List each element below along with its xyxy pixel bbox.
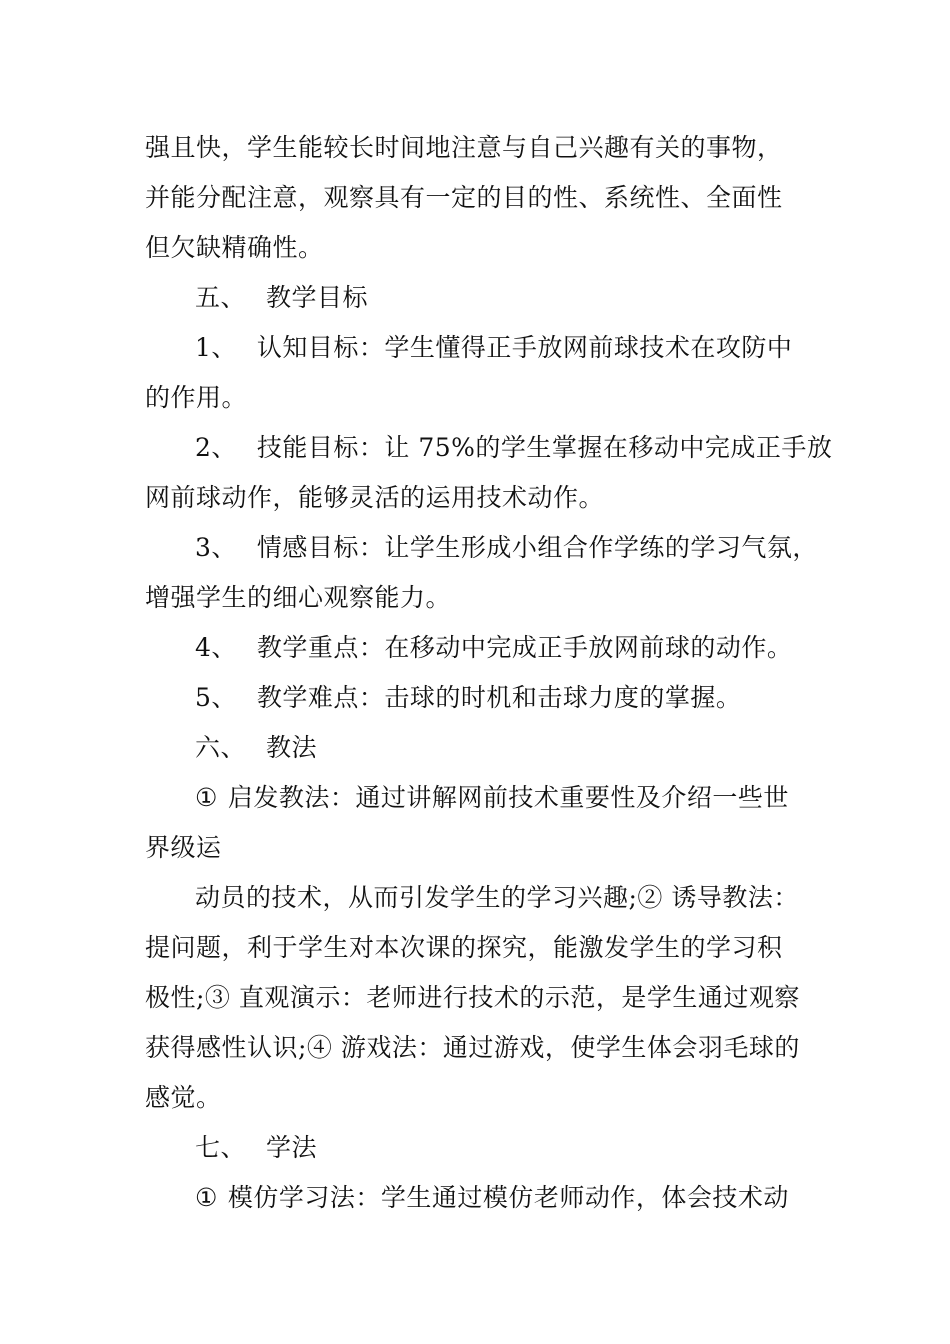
item-number: 1、 bbox=[195, 333, 237, 362]
item-text: 启发教法：通过讲解网前技术重要性及介绍一些世 bbox=[227, 783, 789, 812]
list-item-5 bbox=[195, 678, 875, 718]
list-item-1 bbox=[195, 328, 875, 368]
list-item-4 bbox=[195, 628, 875, 668]
item-text: 技能目标：让 75%的学生掌握在移动中完成正手放 bbox=[256, 433, 833, 462]
paragraph-line bbox=[145, 228, 825, 268]
line-text: 强且快，学生能较长时间地注意与自己兴趣有关的事物， bbox=[145, 133, 783, 162]
section-number: 六、 bbox=[195, 733, 247, 762]
line-text: 获得感性认识;④ 游戏法：通过游戏，使学生体会羽毛球的 bbox=[145, 1033, 800, 1062]
item-text: 教学重点：在移动中完成正手放网前球的动作。 bbox=[256, 633, 793, 662]
section-title: 教法 bbox=[266, 733, 318, 762]
item-text: 情感目标：让学生形成小组合作学练的学习气氛， bbox=[256, 533, 818, 562]
item-number: 5、 bbox=[195, 683, 237, 712]
section-heading-6 bbox=[195, 728, 875, 768]
line-text: 增强学生的细心观察能力。 bbox=[145, 583, 452, 612]
circled-number: ① bbox=[195, 783, 218, 812]
item-text: 教学难点：击球的时机和击球力度的掌握。 bbox=[256, 683, 742, 712]
paragraph-line bbox=[145, 578, 825, 618]
paragraph-line bbox=[145, 378, 825, 418]
section-title: 学法 bbox=[266, 1133, 318, 1162]
line-text: 动员的技术，从而引发学生的学习兴趣;② 诱导教法： bbox=[195, 883, 799, 912]
item-number: 2、 bbox=[195, 433, 237, 462]
line-text: 网前球动作，能够灵活的运用技术动作。 bbox=[145, 483, 605, 512]
paragraph-line bbox=[195, 878, 875, 918]
line-text: 并能分配注意，观察具有一定的目的性、系统性、全面性 bbox=[145, 183, 783, 212]
section-number: 五、 bbox=[195, 283, 247, 312]
paragraph-line bbox=[145, 928, 825, 968]
paragraph-line bbox=[145, 128, 825, 168]
line-text: 界级运 bbox=[145, 833, 222, 862]
paragraph-line bbox=[145, 478, 825, 518]
item-text: 模仿学习法：学生通过模仿老师动作，体会技术动 bbox=[227, 1183, 789, 1212]
method-item-1 bbox=[195, 778, 875, 818]
line-text: 感觉。 bbox=[145, 1083, 222, 1112]
section-number: 七、 bbox=[195, 1133, 247, 1162]
paragraph-line bbox=[145, 1028, 825, 1068]
line-text: 但欠缺精确性。 bbox=[145, 233, 324, 262]
item-number: 3、 bbox=[195, 533, 237, 562]
section-title: 教学目标 bbox=[266, 283, 369, 312]
list-item-3 bbox=[195, 528, 875, 568]
item-number: 4、 bbox=[195, 633, 237, 662]
circled-number: ① bbox=[195, 1183, 218, 1212]
section-heading-7 bbox=[195, 1128, 875, 1168]
item-text: 认知目标：学生懂得正手放网前球技术在攻防中 bbox=[256, 333, 793, 362]
study-method-item-1 bbox=[195, 1178, 875, 1218]
list-item-2 bbox=[195, 428, 875, 468]
paragraph-line bbox=[145, 1078, 825, 1118]
paragraph-line bbox=[145, 178, 825, 218]
line-text: 提问题，利于学生对本次课的探究，能激发学生的学习积 bbox=[145, 933, 783, 962]
line-text: 极性;③ 直观演示：老师进行技术的示范，是学生通过观察 bbox=[145, 983, 800, 1012]
paragraph-line bbox=[145, 828, 825, 868]
paragraph-line bbox=[145, 978, 825, 1018]
section-heading-5 bbox=[195, 278, 875, 318]
line-text: 的作用。 bbox=[145, 383, 248, 412]
